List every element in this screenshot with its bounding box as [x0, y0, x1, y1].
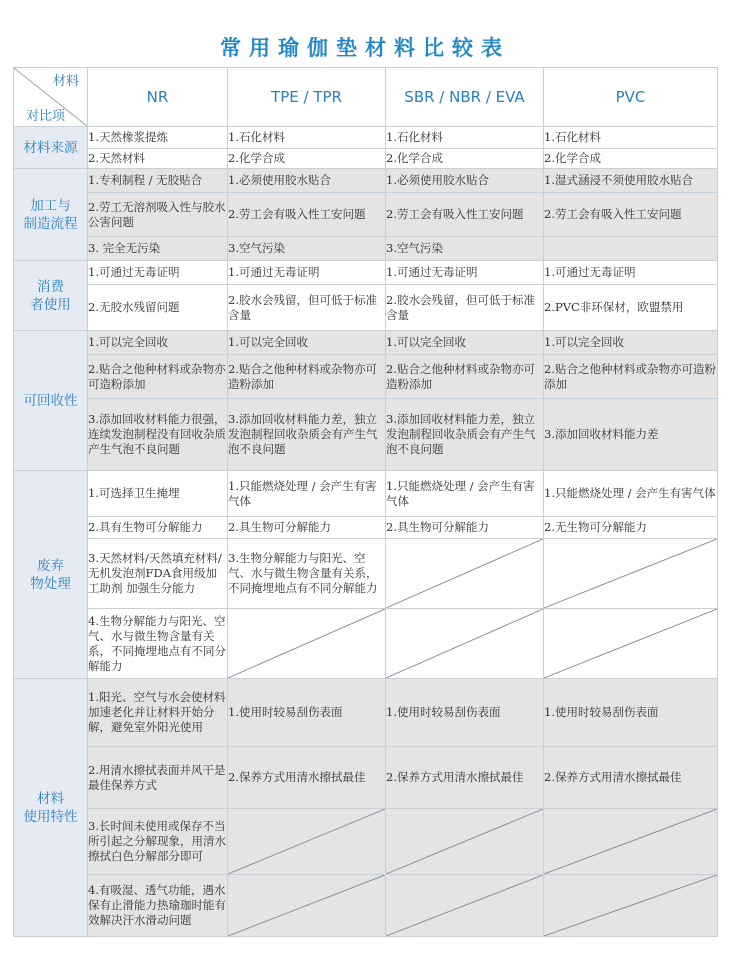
- table-cell: 2.贴合之他种材料或杂物亦可造粉添加: [88, 355, 228, 399]
- empty-slashed-cell: [386, 809, 544, 875]
- empty-slashed-cell: [544, 539, 718, 609]
- corner-label-item: 对比项: [26, 109, 66, 124]
- empty-slashed-cell: [228, 809, 386, 875]
- table-cell: 2.贴合之他种材料或杂物亦可造粉添加: [544, 355, 718, 399]
- table-row: [14, 747, 718, 809]
- table-cell: 1.使用时较易刮伤表面: [386, 679, 544, 747]
- empty-slashed-cell: [544, 609, 718, 679]
- header-material-nr: NR: [88, 68, 228, 127]
- table-cell: 1.天然橡浆提炼: [88, 127, 228, 149]
- table-row: [14, 679, 718, 747]
- table-cell: 1.只能燃烧处理 / 会产生有害气体: [228, 471, 386, 517]
- table-cell: 1.阳光、空气与水会使材料加速老化并让材料开始分解，避免室外阳光使用: [88, 679, 228, 747]
- diagonal-slash: [386, 875, 543, 936]
- empty-slashed-cell: [386, 875, 544, 937]
- table-cell: 3.天然材料/天然填充材料/无机发泡剂FDA食用级加工助剂 加强生分能力: [88, 539, 228, 609]
- table-row: [14, 471, 718, 517]
- table-cell: 4.生物分解能力与阳光、空气、水与微生物含量有关系，不同掩埋地点有不同分解能力: [88, 609, 228, 679]
- table-cell: 3.添加回收材料能力差，独立发泡制程回收杂质会有产生气泡不良问题: [228, 399, 386, 471]
- page-title: 常用瑜伽垫材料比较表: [220, 36, 510, 60]
- table-row: [14, 517, 718, 539]
- table-cell: 1.专利制程 / 无胶贴合: [88, 169, 228, 193]
- category-label: 材料 使用特性: [23, 790, 78, 825]
- table-cell: 3.添加回收材料能力很强，连续发泡制程没有回收杂质产生气泡不良问题: [88, 399, 228, 471]
- category-cell: [14, 471, 88, 679]
- table-cell: 3.添加回收材料能力差，独立发泡制程回收杂质会有产生气泡不良问题: [386, 399, 544, 471]
- table-cell: 1.只能燃烧处理 / 会产生有害气体: [386, 471, 544, 517]
- table-cell: 1.可通过无毒证明: [386, 261, 544, 285]
- table-row: [14, 355, 718, 399]
- header-material-tpe: TPE / TPR: [228, 68, 386, 127]
- table-cell: 3.添加回收材料能力差: [544, 399, 718, 471]
- diagonal-slash: [544, 539, 717, 608]
- table-row: [14, 331, 718, 355]
- table-body: [14, 127, 718, 937]
- diagonal-slash: [544, 609, 717, 678]
- diagonal-slash: [386, 539, 543, 608]
- table-cell: 2.贴合之他种材料或杂物亦可造粉添加: [386, 355, 544, 399]
- table-row: [14, 285, 718, 331]
- table-cell: 1.使用时较易刮伤表面: [228, 679, 386, 747]
- table-cell: 2.劳工会有吸入性工安问题: [386, 193, 544, 237]
- table-cell: 2.用清水擦拭表面并风干是最佳保养方式: [88, 747, 228, 809]
- table-cell: 2.具生物可分解能力: [228, 517, 386, 539]
- category-cell: [14, 679, 88, 937]
- table-cell: 1.石化材料: [386, 127, 544, 149]
- table-cell: 2.保养方式用清水擦拭最佳: [544, 747, 718, 809]
- category-label: 加工与 制造流程: [23, 197, 78, 232]
- table-cell: 2.化学合成: [544, 149, 718, 169]
- table-row: [14, 169, 718, 193]
- diagonal-slash: [544, 875, 717, 936]
- table-row: [14, 127, 718, 149]
- table-cell: 4.有吸湿、透气功能，遇水保有止滑能力热瑜珈时能有效解决汗水滑动问题: [88, 875, 228, 937]
- empty-slashed-cell: [228, 609, 386, 679]
- table-cell: [544, 237, 718, 261]
- header-material-pvc: PVC: [544, 68, 718, 127]
- table-cell: 2.无生物可分解能力: [544, 517, 718, 539]
- table-cell: 3.生物分解能力与阳光、空气、水与微生物含量有关系，不同掩埋地点有不同分解能力: [228, 539, 386, 609]
- table-cell: 1.必须使用胶水贴合: [228, 169, 386, 193]
- table-cell: 2.劳工无溶剂吸入性与胶水公害问题: [88, 193, 228, 237]
- table-cell: 3.长时间未使用或保存不当所引起之分解现象，用清水擦拭白色分解部分即可: [88, 809, 228, 875]
- table-cell: 2.保养方式用清水擦拭最佳: [386, 747, 544, 809]
- category-cell: [14, 169, 88, 261]
- table-row: [14, 193, 718, 237]
- table-row: [14, 875, 718, 937]
- category-cell: [14, 127, 88, 169]
- empty-slashed-cell: [544, 875, 718, 937]
- empty-slashed-cell: [544, 809, 718, 875]
- table-cell: 3. 完全无污染: [88, 237, 228, 261]
- table-row: [14, 539, 718, 609]
- table-cell: 2.天然材料: [88, 149, 228, 169]
- table-cell: 2.无胶水残留问题: [88, 285, 228, 331]
- category-cell: [14, 331, 88, 471]
- table-cell: 2.劳工会有吸入性工安问题: [228, 193, 386, 237]
- table-cell: 2.化学合成: [228, 149, 386, 169]
- table-cell: 2.胶水会残留，但可低于标准含量: [386, 285, 544, 331]
- table-cell: 1.必须使用胶水贴合: [386, 169, 544, 193]
- table-cell: 3.空气污染: [386, 237, 544, 261]
- table-cell: 3.空气污染: [228, 237, 386, 261]
- diagonal-slash: [228, 875, 385, 936]
- table-cell: 1.石化材料: [228, 127, 386, 149]
- corner-label-material: 材料: [52, 74, 79, 89]
- table-cell: 1.可以完全回收: [544, 331, 718, 355]
- table-cell: 2.具有生物可分解能力: [88, 517, 228, 539]
- category-label: 消费 者使用: [30, 278, 71, 313]
- table-cell: 1.可选择卫生掩埋: [88, 471, 228, 517]
- table-row: [14, 609, 718, 679]
- category-cell: [14, 261, 88, 331]
- category-label: 废弃 物处理: [30, 557, 71, 592]
- table-row: [14, 237, 718, 261]
- table-cell: 2.化学合成: [386, 149, 544, 169]
- comparison-table: [13, 67, 718, 937]
- table-cell: 2.劳工会有吸入性工安问题: [544, 193, 718, 237]
- table-cell: 1.可以完全回收: [228, 331, 386, 355]
- table-cell: 1.可通过无毒证明: [228, 261, 386, 285]
- diagonal-slash: [228, 809, 385, 874]
- category-label: 可回收性: [23, 392, 78, 409]
- header-material-sbr: SBR / NBR / EVA: [386, 68, 544, 127]
- empty-slashed-cell: [386, 609, 544, 679]
- table-cell: 2.贴合之他种材料或杂物亦可造粉添加: [228, 355, 386, 399]
- empty-slashed-cell: [228, 875, 386, 937]
- table-cell: 2.保养方式用清水擦拭最佳: [228, 747, 386, 809]
- table-row: [14, 149, 718, 169]
- table-cell: 1.湿式涵浸不须使用胶水贴合: [544, 169, 718, 193]
- category-label: 材料来源: [23, 139, 78, 156]
- table-cell: 1.石化材料: [544, 127, 718, 149]
- table-cell: 1.可通过无毒证明: [544, 261, 718, 285]
- header-row: [14, 68, 718, 127]
- diagonal-slash: [386, 609, 543, 678]
- table-cell: 1.可以完全回收: [88, 331, 228, 355]
- table-row: [14, 809, 718, 875]
- table-cell: 1.可以完全回收: [386, 331, 544, 355]
- table-cell: 2.具生物可分解能力: [386, 517, 544, 539]
- empty-slashed-cell: [386, 539, 544, 609]
- table-row: [14, 399, 718, 471]
- table-cell: 1.只能燃烧处理 / 会产生有害气体: [544, 471, 718, 517]
- table-row: [14, 261, 718, 285]
- table-cell: 1.使用时较易刮伤表面: [544, 679, 718, 747]
- table-cell: 1.可通过无毒证明: [88, 261, 228, 285]
- diagonal-slash: [544, 809, 717, 874]
- table-cell: 2.胶水会残留，但可低于标准含量: [228, 285, 386, 331]
- diagonal-slash: [386, 809, 543, 874]
- corner-cell: [14, 68, 88, 127]
- table-cell: 2.PVC非环保材，欧盟禁用: [544, 285, 718, 331]
- diagonal-slash: [228, 609, 385, 678]
